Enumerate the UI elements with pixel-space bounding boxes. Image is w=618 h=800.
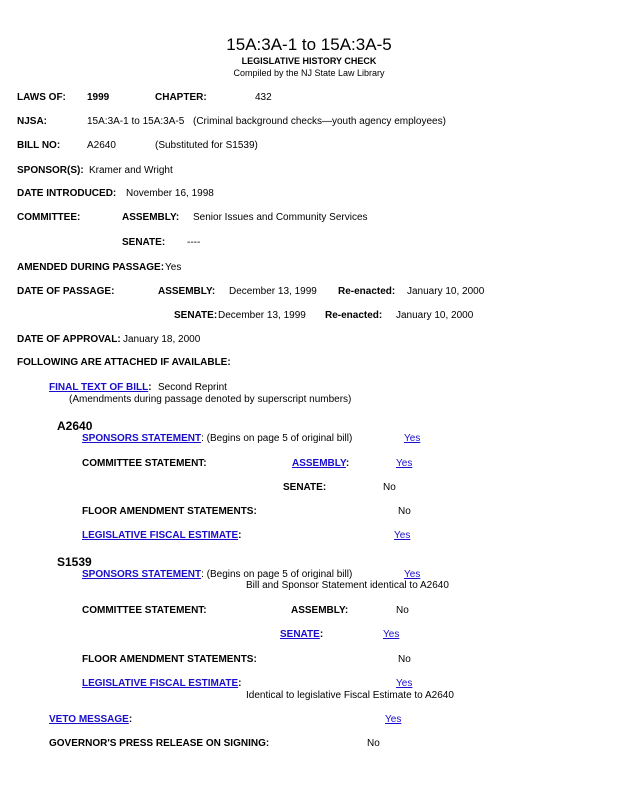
chapter-value: 432 bbox=[255, 92, 272, 103]
page-subtitle: LEGISLATIVE HISTORY CHECK bbox=[241, 56, 377, 66]
committee-label: COMMITTEE: bbox=[17, 212, 81, 223]
laws-of-value: 1999 bbox=[87, 92, 110, 103]
a2640-fiscal-row bbox=[82, 530, 241, 542]
page-title: 15A:3A-1 to 15A:3A-5 bbox=[226, 35, 392, 54]
final-text-link[interactable]: FINAL TEXT OF BILL bbox=[49, 382, 149, 393]
a2640-fiscal-colon: : bbox=[238, 530, 242, 541]
s1539-assembly-value: No bbox=[396, 605, 409, 616]
committee-senate-value: ---- bbox=[187, 237, 201, 248]
chapter-label: CHAPTER: bbox=[155, 92, 207, 103]
a2640-sponsors-yes-link[interactable]: Yes bbox=[404, 433, 421, 444]
veto-row bbox=[49, 714, 132, 726]
a2640-sponsors-row bbox=[82, 433, 352, 445]
s1539-floor-value: No bbox=[398, 654, 411, 665]
reenacted-senate-label: Re-enacted: bbox=[325, 310, 383, 321]
s1539-fiscal-link[interactable]: LEGISLATIVE FISCAL ESTIMATE bbox=[82, 678, 239, 689]
s1539-sponsors-note: : (Begins on page 5 of original bill) bbox=[201, 569, 353, 580]
compiled-by: Compiled by the NJ State Law Library bbox=[233, 68, 385, 78]
s1539-senate-row bbox=[280, 629, 323, 641]
a2640-senate-value: No bbox=[383, 482, 396, 493]
amended-label: AMENDED DURING PASSAGE: bbox=[17, 262, 165, 273]
bill-no-label: BILL NO: bbox=[17, 140, 61, 151]
a2640-heading: A2640 bbox=[57, 419, 93, 433]
passage-senate-date: December 13, 1999 bbox=[218, 310, 306, 321]
laws-of-label: LAWS OF: bbox=[17, 92, 66, 103]
approval-value: January 18, 2000 bbox=[123, 334, 201, 345]
a2640-sponsors-note: : (Begins on page 5 of original bill) bbox=[201, 433, 353, 444]
s1539-assembly-label: ASSEMBLY: bbox=[291, 605, 349, 616]
reenacted-assembly-label: Re-enacted: bbox=[338, 286, 396, 297]
a2640-senate-label: SENATE: bbox=[283, 482, 327, 493]
s1539-floor-label: FLOOR AMENDMENT STATEMENTS: bbox=[82, 654, 257, 665]
s1539-fiscal-yes-link[interactable]: Yes bbox=[396, 678, 413, 689]
s1539-senate-link[interactable]: SENATE bbox=[280, 629, 320, 640]
attached-heading: FOLLOWING ARE ATTACHED IF AVAILABLE: bbox=[17, 357, 231, 368]
committee-senate-label: SENATE: bbox=[122, 237, 166, 248]
a2640-fiscal-link[interactable]: LEGISLATIVE FISCAL ESTIMATE bbox=[82, 530, 239, 541]
sponsors-value: Kramer and Wright bbox=[89, 165, 173, 176]
a2640-fiscal-yes-link[interactable]: Yes bbox=[394, 530, 411, 541]
final-text-note: (Amendments during passage denoted by superscript numbers) bbox=[69, 394, 352, 405]
a2640-assembly-row bbox=[292, 458, 349, 470]
a2640-committee-label: COMMITTEE STATEMENT: bbox=[82, 458, 207, 469]
final-text-colon: : bbox=[148, 382, 152, 393]
amended-value: Yes bbox=[165, 262, 182, 273]
veto-colon: : bbox=[128, 714, 133, 725]
approval-label: DATE OF APPROVAL: bbox=[17, 334, 121, 345]
passage-label: DATE OF PASSAGE: bbox=[17, 286, 115, 297]
reenacted-senate-date: January 10, 2000 bbox=[396, 310, 474, 321]
a2640-assembly-yes-link[interactable]: Yes bbox=[396, 458, 413, 469]
passage-assembly-date: December 13, 1999 bbox=[229, 286, 317, 297]
a2640-assembly-link[interactable]: ASSEMBLY bbox=[292, 458, 346, 469]
date-introduced-label: DATE INTRODUCED: bbox=[17, 188, 117, 199]
s1539-senate-yes-link[interactable]: Yes bbox=[383, 629, 400, 640]
s1539-fiscal-row bbox=[82, 678, 241, 690]
reenacted-assembly-date: January 10, 2000 bbox=[407, 286, 485, 297]
s1539-committee-label: COMMITTEE STATEMENT: bbox=[82, 605, 207, 616]
s1539-fiscal-extra: Identical to legislative Fiscal Estimate to A2640 bbox=[246, 690, 454, 701]
s1539-fiscal-colon: : bbox=[238, 678, 242, 689]
a2640-assembly-colon: : bbox=[345, 458, 350, 469]
passage-assembly-label: ASSEMBLY: bbox=[158, 286, 216, 297]
s1539-sponsors-extra: Bill and Sponsor Statement identical to A2640 bbox=[246, 580, 449, 591]
a2640-floor-label: FLOOR AMENDMENT STATEMENTS: bbox=[82, 506, 257, 517]
sponsors-label: SPONSOR(S): bbox=[17, 165, 84, 176]
final-text-value: Second Reprint bbox=[158, 382, 227, 393]
bill-no-value: A2640 bbox=[87, 140, 116, 151]
njsa-label: NJSA: bbox=[17, 116, 48, 127]
njsa-value: 15A:3A-1 to 15A:3A-5 bbox=[87, 116, 185, 127]
s1539-heading: S1539 bbox=[57, 555, 92, 569]
njsa-note: (Criminal background checks—youth agency employees) bbox=[193, 116, 446, 127]
s1539-sponsors-link[interactable]: SPONSORS STATEMENT bbox=[82, 569, 202, 580]
s1539-senate-colon: : bbox=[319, 629, 324, 640]
final-text-row bbox=[49, 382, 152, 394]
passage-senate-label: SENATE: bbox=[174, 310, 218, 321]
s1539-sponsors-yes-link[interactable]: Yes bbox=[404, 569, 421, 580]
date-introduced-value: November 16, 1998 bbox=[126, 188, 214, 199]
veto-message-link[interactable]: VETO MESSAGE bbox=[49, 714, 129, 725]
a2640-floor-value: No bbox=[398, 506, 411, 517]
governor-label: GOVERNOR'S PRESS RELEASE ON SIGNING: bbox=[49, 738, 270, 749]
veto-yes-link[interactable]: Yes bbox=[385, 714, 402, 725]
bill-no-note: (Substituted for S1539) bbox=[155, 140, 258, 151]
committee-assembly-label: ASSEMBLY: bbox=[122, 212, 180, 223]
governor-value: No bbox=[367, 738, 380, 749]
a2640-sponsors-link[interactable]: SPONSORS STATEMENT bbox=[82, 433, 202, 444]
committee-assembly-value: Senior Issues and Community Services bbox=[193, 212, 368, 223]
